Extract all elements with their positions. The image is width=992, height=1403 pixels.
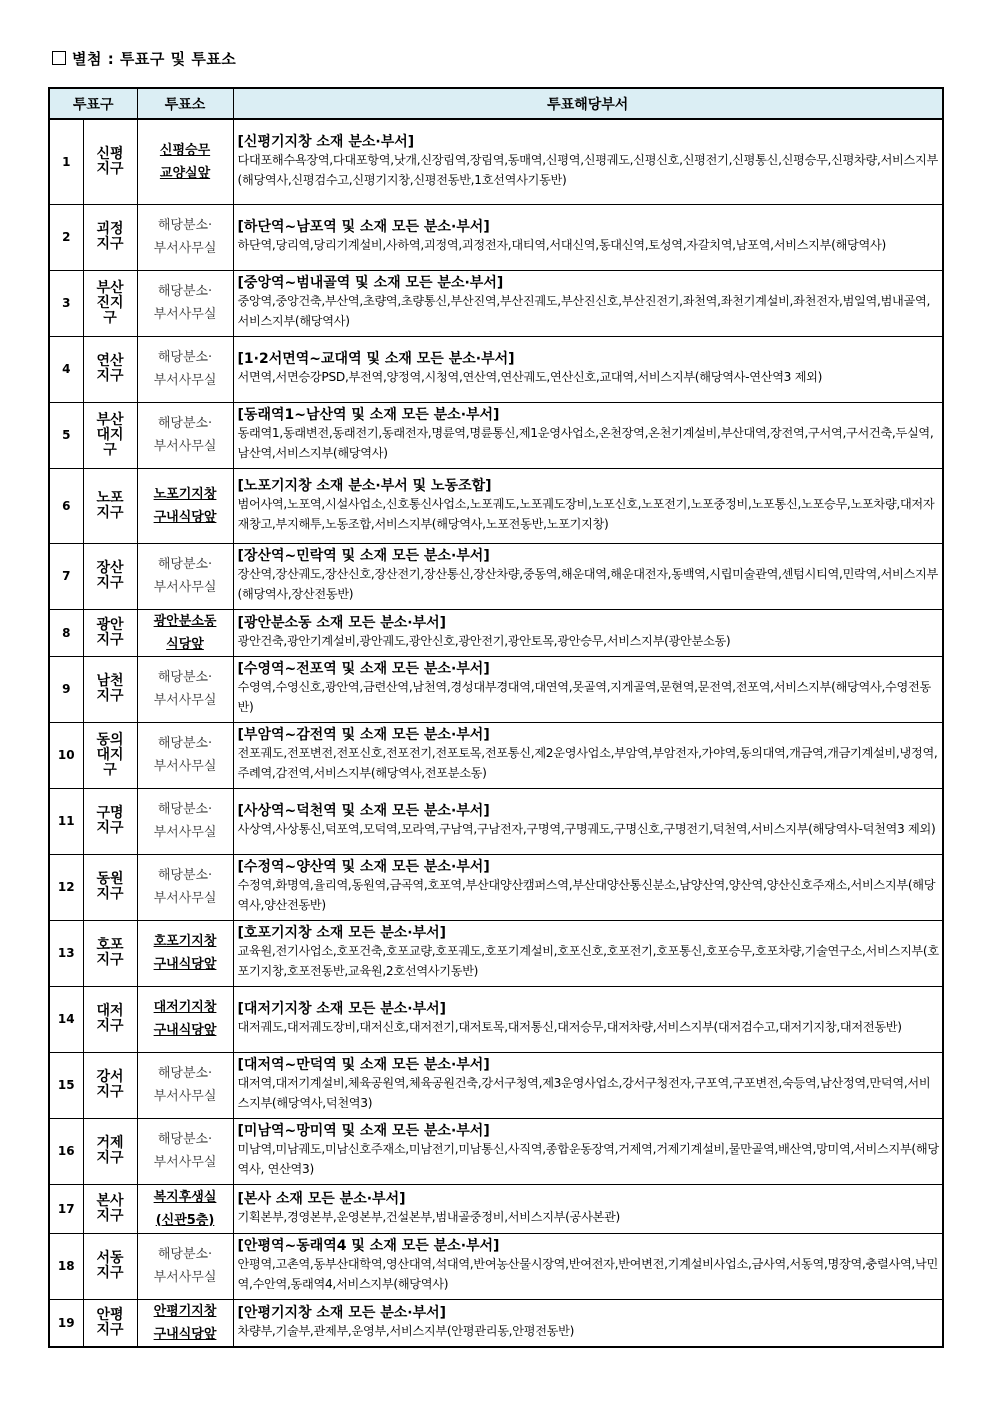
polling-place-line1: 해당분소· — [157, 868, 213, 883]
table-row — [49, 920, 943, 986]
polling-place — [137, 1233, 233, 1299]
polling-place — [137, 986, 233, 1052]
polling-place-line2: 부서사무실 — [153, 439, 217, 454]
table-row — [49, 270, 943, 336]
polling-place — [137, 1299, 233, 1347]
departments-cell — [233, 986, 943, 1052]
table-row — [49, 119, 943, 204]
polling-place-line2: 부서사무실 — [153, 580, 217, 595]
departments-list: 교육원,전기사업소,호포건축,호포교량,호포궤도,호포기계설비,호포신호,호포전기,호포통신,호포승무,호포차량,기술연구소,서비스지부(호포기지창,호포전동반,교육원,2호선역사기동반) — [237, 944, 939, 978]
polling-place-line2: 부서사무실 — [153, 241, 217, 256]
polling-place-line2: 부서사무실 — [153, 1270, 217, 1285]
departments-cell — [233, 336, 943, 402]
departments-list: 장산역,장산궤도,장산신호,장산전기,장산통신,장산차량,중동역,해운대역,해운대전자,동백역,시립미술관역,센텀시티역,민락역,서비스지부(해당역사,장산전동반) — [237, 567, 938, 601]
district-name — [83, 204, 137, 270]
district-name — [83, 854, 137, 920]
voting-table — [48, 87, 944, 1348]
polling-place — [137, 722, 233, 788]
polling-place — [137, 854, 233, 920]
departments-list: 다대포해수욕장역,다대포항역,낫개,신장림역,장림역,동매역,신평역,신평궤도,신평신호,신평전기,신평통신,신평승무,신평차량,서비스지부(해당역사,신평검수고,신평기지창,신평전동반,1호선역사기동반) — [237, 153, 938, 187]
departments-heading: [사상역~덕천역 및 소재 모든 분소·부서] — [237, 803, 490, 820]
polling-place-line1: 해당분소· — [157, 1132, 213, 1147]
departments-list: 범어사역,노포역,시설사업소,신호통신사업소,노포궤도,노포궤도장비,노포신호,노포전기,노포중정비,노포통신,노포승무,노포차량,대저자재창고,부지해투,노동조합,서비스지부(해당역사,노포전동반,노포기지창) — [237, 496, 935, 531]
polling-place-line1: 대저기지창 — [153, 1000, 217, 1015]
departments-list: 안평역,고촌역,동부산대학역,영산대역,석대역,반여농산물시장역,반여전자,반여변전,기계설비사업소,금사역,서동역,명장역,충렬사역,낙민역,수안역,동래역4,서비스지부(해당역사) — [237, 1257, 938, 1291]
row-number: 19 — [49, 1299, 83, 1347]
polling-place-line1: 해당분소· — [157, 1247, 213, 1262]
polling-place — [137, 788, 233, 854]
polling-place-line2: 식당앞 — [166, 636, 204, 652]
departments-heading: [대저기지창 소재 모든 분소·부서] — [237, 1001, 447, 1018]
table-row — [49, 1184, 943, 1233]
polling-place-line1: 해당분소· — [157, 670, 213, 685]
departments-cell — [233, 1052, 943, 1118]
district-name — [83, 119, 137, 204]
district-name — [83, 1233, 137, 1299]
departments-cell — [233, 204, 943, 270]
table-row — [49, 854, 943, 920]
district-label: 연산지구 — [96, 353, 124, 384]
departments-list: 중앙역,중앙건축,부산역,초량역,초량통신,부산진역,부산진궤도,부산진신호,부산진전기,좌천역,좌천기계설비,좌천전자,범일역,범내골역,서비스지부(해당역사) — [237, 294, 931, 328]
row-number: 9 — [49, 656, 83, 722]
polling-place-line1: 해당분소· — [157, 802, 213, 817]
table-row — [49, 1052, 943, 1118]
polling-place-line1: 해당분소· — [157, 218, 213, 233]
polling-place-line2: 부서사무실 — [153, 759, 217, 774]
departments-cell — [233, 920, 943, 986]
district-name — [83, 1299, 137, 1347]
departments-heading: [장산역~민락역 및 소재 모든 분소·부서] — [237, 548, 490, 565]
departments-heading: [본사 소재 모든 분소·부서] — [237, 1190, 406, 1207]
table-row — [49, 656, 943, 722]
polling-place-line1: 호포기지창 — [153, 934, 217, 949]
district-name — [83, 543, 137, 609]
table-row — [49, 468, 943, 543]
polling-place — [137, 656, 233, 722]
departments-cell — [233, 119, 943, 204]
page-title-text: 별첨 : 투표구 및 투표소 — [72, 50, 237, 68]
departments-heading: [대저역~만덕역 및 소재 모든 분소·부서] — [237, 1057, 490, 1074]
district-label: 노포지구 — [96, 489, 124, 521]
departments-cell — [233, 270, 943, 336]
departments-cell — [233, 609, 943, 656]
departments-cell — [233, 854, 943, 920]
table-row — [49, 609, 943, 656]
departments-heading: [부암역~감전역 및 소재 모든 분소·부서] — [237, 727, 490, 744]
district-label: 구명지구 — [96, 805, 124, 836]
district-name — [83, 402, 137, 468]
polling-place-line2: 구내식당앞 — [153, 1326, 217, 1342]
district-label: 호포지구 — [96, 937, 124, 968]
polling-place — [137, 402, 233, 468]
district-name — [83, 920, 137, 986]
polling-place — [137, 1052, 233, 1118]
row-number: 18 — [49, 1233, 83, 1299]
departments-heading: [안평기지창 소재 모든 분소·부서] — [237, 1304, 447, 1321]
polling-place-line2: 구내식당앞 — [153, 1023, 217, 1038]
polling-place-line2: 부서사무실 — [153, 1089, 217, 1104]
polling-place-line2: 부서사무실 — [153, 1155, 217, 1170]
departments-cell — [233, 402, 943, 468]
row-number: 14 — [49, 986, 83, 1052]
departments-cell — [233, 543, 943, 609]
departments-heading: [1·2서면역~교대역 및 소재 모든 분소·부서] — [237, 351, 515, 368]
table-row — [49, 788, 943, 854]
departments-heading: [중앙역~범내골역 및 소재 모든 분소·부서] — [237, 275, 504, 292]
departments-heading: [안평역~동래역4 및 소재 모든 분소·부서] — [237, 1238, 500, 1255]
polling-place-line1: 해당분소· — [157, 350, 213, 365]
polling-place-line2: 부서사무실 — [153, 693, 217, 708]
row-number: 5 — [49, 402, 83, 468]
district-name — [83, 986, 137, 1052]
departments-cell — [233, 468, 943, 543]
departments-list: 광안건축,광안기계설비,광안궤도,광안신호,광안전기,광안토목,광안승무,서비스지부(광안분소동) — [237, 633, 731, 648]
departments-heading: [신평기지창 소재 분소·부서] — [237, 134, 415, 151]
table-row — [49, 204, 943, 270]
district-label: 대저지구 — [96, 1003, 124, 1034]
polling-place-line1: 해당분소· — [157, 736, 213, 751]
district-label: 본사지구 — [96, 1192, 124, 1224]
polling-place-line1: 해당분소· — [157, 284, 213, 299]
polling-place-line1: 안평기지창 — [153, 1303, 217, 1319]
row-number: 16 — [49, 1118, 83, 1184]
header-departments: 투표해당부서 — [233, 88, 943, 119]
district-label: 남천지구 — [96, 673, 124, 704]
header-place: 투표소 — [137, 88, 233, 119]
row-number: 2 — [49, 204, 83, 270]
polling-place-line2: 부서사무실 — [153, 891, 217, 906]
departments-list: 사상역,사상통신,덕포역,모덕역,모라역,구남역,구남전자,구명역,구명궤도,구명신호,구명전기,덕천역,서비스지부(해당역사-덕천역3 제외) — [237, 822, 936, 837]
polling-place — [137, 119, 233, 204]
district-name — [83, 270, 137, 336]
departments-cell — [233, 1118, 943, 1184]
header-district: 투표구 — [49, 88, 137, 119]
polling-place-line2: (신관5층) — [155, 1212, 215, 1228]
district-label: 거제지구 — [96, 1135, 124, 1166]
departments-list: 수영역,수영신호,광안역,금련산역,남천역,경성대부경대역,대연역,못골역,지게골역,문현역,문전역,전포역,서비스지부(해당역사,수영전동반) — [237, 680, 931, 714]
polling-place-line1: 광안분소동 — [153, 613, 217, 629]
district-name — [83, 1052, 137, 1118]
district-label: 부산대지구 — [96, 411, 124, 458]
departments-list: 수정역,화명역,율리역,동원역,금곡역,호포역,부산대양산캠퍼스역,부산대양산통신분소,남양산역,양산역,양산신호주재소,서비스지부(해당역사,양산전동반) — [237, 878, 936, 912]
polling-place — [137, 609, 233, 656]
table-row — [49, 543, 943, 609]
checkbox-square-icon — [52, 51, 66, 65]
polling-place — [137, 270, 233, 336]
departments-heading: [미남역~망미역 및 소재 모든 분소·부서] — [237, 1123, 490, 1140]
district-label: 신평지구 — [96, 145, 124, 177]
polling-place-line1: 해당분소· — [157, 557, 213, 572]
table-row — [49, 1233, 943, 1299]
departments-list: 미남역,미남궤도,미남신호주재소,미남전기,미남통신,사직역,종합운동장역,거제역,거제기계설비,물만골역,배산역,망미역,서비스지부(해당역사, 연산역3) — [237, 1142, 939, 1176]
district-label: 장산지구 — [96, 560, 124, 591]
row-number: 12 — [49, 854, 83, 920]
departments-cell — [233, 1299, 943, 1347]
polling-place — [137, 1118, 233, 1184]
row-number: 10 — [49, 722, 83, 788]
departments-heading: [하단역~남포역 및 소재 모든 분소·부서] — [237, 219, 490, 236]
row-number: 17 — [49, 1184, 83, 1233]
departments-cell — [233, 1233, 943, 1299]
departments-list: 하단역,당리역,당리기계설비,사하역,괴정역,괴정전자,대티역,서대신역,동대신역,토성역,자갈치역,남포역,서비스지부(해당역사) — [237, 238, 886, 253]
table-row — [49, 1118, 943, 1184]
polling-place-line2: 구내식당앞 — [153, 957, 217, 972]
table-row — [49, 402, 943, 468]
polling-place-line2: 부서사무실 — [153, 825, 217, 840]
district-label: 동의대지구 — [96, 731, 124, 778]
departments-list: 차량부,기술부,관제부,운영부,서비스지부(안평관리동,안평전동반) — [237, 1323, 575, 1338]
departments-list: 서면역,서면승강PSD,부전역,양정역,시청역,연산역,연산궤도,연산신호,교대역,서비스지부(해당역사-연산역3 제외) — [237, 370, 823, 385]
departments-cell — [233, 722, 943, 788]
departments-cell — [233, 788, 943, 854]
table-row — [49, 336, 943, 402]
polling-place-line2: 부서사무실 — [153, 307, 217, 322]
departments-list: 대저궤도,대저궤도장비,대저신호,대저전기,대저토목,대저통신,대저승무,대저차량,서비스지부(대저검수고,대저기지창,대저전동반) — [237, 1020, 902, 1035]
row-number: 11 — [49, 788, 83, 854]
polling-place-line2: 구내식당앞 — [153, 509, 217, 525]
departments-list: 대저역,대저기계설비,체육공원역,체육공원건축,강서구청역,제3운영사업소,강서구청전자,구포역,구포변전,숙등역,남산정역,만덕역,서비스지부(해당역사,덕천역3) — [237, 1076, 931, 1110]
district-label: 괴정지구 — [96, 221, 124, 252]
polling-place — [137, 1184, 233, 1233]
district-name — [83, 609, 137, 656]
row-number: 4 — [49, 336, 83, 402]
departments-list: 기획본부,경영본부,운영본부,건설본부,범내골중정비,서비스지부(공사본관) — [237, 1209, 620, 1224]
district-name — [83, 656, 137, 722]
district-label: 강서지구 — [96, 1069, 124, 1100]
district-name — [83, 722, 137, 788]
departments-heading: [노포기지창 소재 분소·부서 및 노동조합] — [237, 477, 492, 494]
departments-heading: [호포기지창 소재 모든 분소·부서] — [237, 925, 447, 942]
polling-place-line1: 해당분소· — [157, 1066, 213, 1081]
departments-heading: [수정역~양산역 및 소재 모든 분소·부서] — [237, 859, 490, 876]
row-number: 15 — [49, 1052, 83, 1118]
departments-cell — [233, 1184, 943, 1233]
district-label: 광안지구 — [96, 616, 124, 648]
district-label: 동원지구 — [96, 871, 124, 902]
departments-heading: [동래역1~남산역 및 소재 모든 분소·부서] — [237, 407, 500, 424]
district-name — [83, 336, 137, 402]
departments-list: 동래역1,동래변전,동래전기,동래전자,명륜역,명륜통신,제1운영사업소,온천장역,온천기계설비,부산대역,장전역,구서역,구서건축,두실역,남산역,서비스지부(해당역사) — [237, 426, 934, 460]
polling-place-line1: 해당분소· — [157, 416, 213, 431]
polling-place — [137, 204, 233, 270]
table-header-row — [49, 88, 943, 119]
row-number: 6 — [49, 468, 83, 543]
polling-place — [137, 468, 233, 543]
polling-place-line1: 복지후생실 — [153, 1189, 217, 1205]
departments-cell — [233, 656, 943, 722]
district-name — [83, 1184, 137, 1233]
row-number: 13 — [49, 920, 83, 986]
page-title — [52, 48, 236, 69]
row-number: 1 — [49, 119, 83, 204]
district-label: 서동지구 — [96, 1250, 124, 1281]
row-number: 3 — [49, 270, 83, 336]
district-name — [83, 788, 137, 854]
polling-place — [137, 920, 233, 986]
departments-list: 전포궤도,전포변전,전포신호,전포전기,전포토목,전포통신,제2운영사업소,부암역,부암전자,가야역,동의대역,개금역,개금기계설비,냉정역,주례역,감전역,서비스지부(해당역사,전포분소동) — [237, 746, 938, 780]
polling-place-line1: 노포기지창 — [153, 486, 217, 502]
district-label: 부산진지구 — [96, 279, 124, 326]
row-number: 8 — [49, 609, 83, 656]
district-name — [83, 468, 137, 543]
district-label: 안평지구 — [96, 1306, 124, 1338]
departments-heading: [수영역~전포역 및 소재 모든 분소·부서] — [237, 661, 490, 678]
row-number: 7 — [49, 543, 83, 609]
district-name — [83, 1118, 137, 1184]
polling-place-line2: 부서사무실 — [153, 373, 217, 388]
polling-place-line1: 신평승무 — [159, 142, 211, 158]
polling-place — [137, 336, 233, 402]
polling-place-line2: 교양실앞 — [159, 165, 211, 181]
table-row — [49, 1299, 943, 1347]
polling-place — [137, 543, 233, 609]
table-row — [49, 722, 943, 788]
table-row — [49, 986, 943, 1052]
departments-heading: [광안분소동 소재 모든 분소·부서] — [237, 614, 447, 631]
table-body — [49, 119, 943, 1347]
